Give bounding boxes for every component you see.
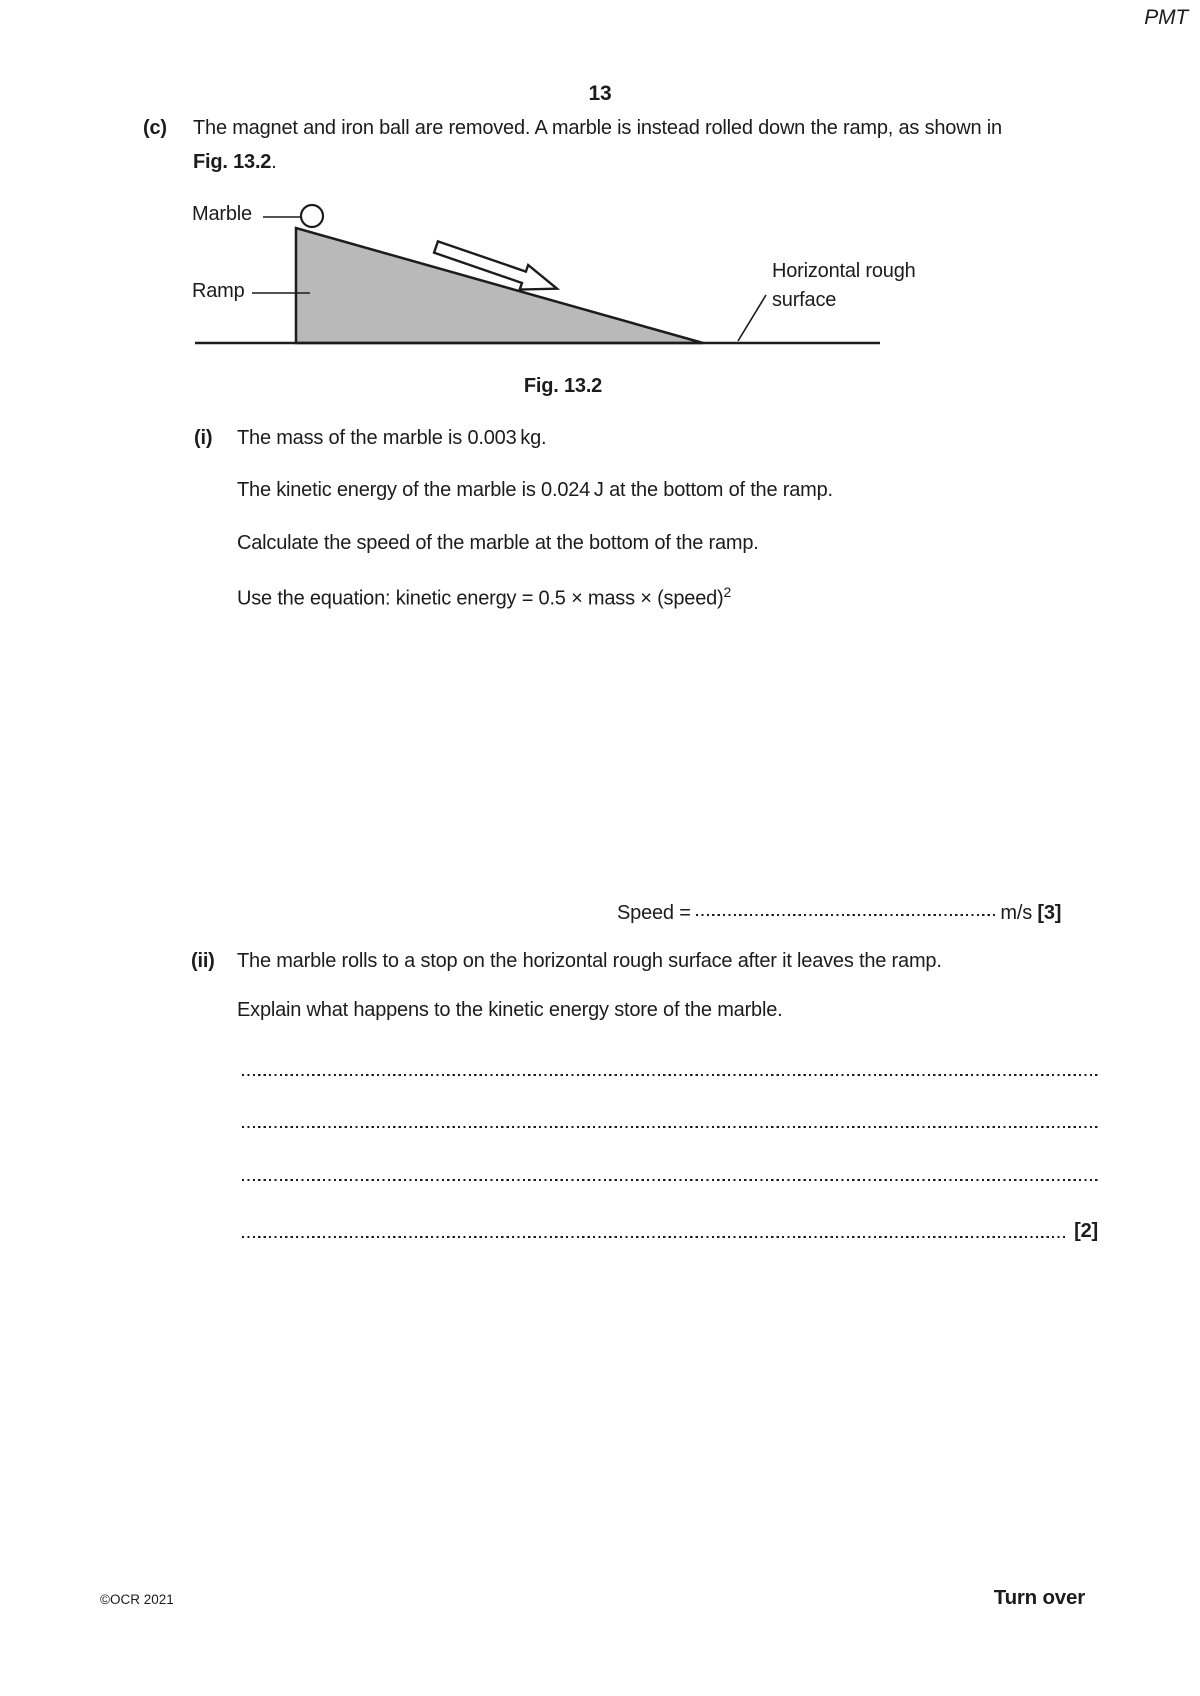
ramp-triangle: [296, 228, 703, 343]
equation-superscript: 2: [723, 584, 732, 600]
marble-circle: [301, 205, 323, 227]
part-i-label: (i): [194, 427, 213, 449]
speed-answer-unit: m/s: [995, 902, 1038, 924]
question-c-label: (c): [143, 117, 167, 139]
copyright-notice: ©OCR 2021: [100, 1592, 174, 1607]
page-number: 13: [588, 82, 612, 105]
answer-line: [242, 1236, 1067, 1238]
part-i-kinetic-energy-text: The kinetic energy of the marble is 0.024 J at the bottom of the ramp.: [237, 479, 833, 501]
answer-line: [242, 1126, 1098, 1128]
marble-label: Marble: [192, 203, 252, 225]
part-i-marks: [3]: [1037, 902, 1062, 924]
ramp-diagram: [0, 0, 1200, 430]
speed-answer-line: [617, 902, 1061, 925]
part-ii-explain-text: Explain what happens to the kinetic energy store of the marble.: [237, 999, 783, 1021]
surface-leader-line: [738, 295, 766, 341]
question-c-fig-reference: [193, 151, 277, 174]
part-ii-label: (ii): [191, 950, 215, 972]
turn-over-label: Turn over: [993, 1586, 1085, 1609]
figure-caption: Fig. 13.2: [523, 375, 603, 397]
pmt-watermark: PMT: [1144, 6, 1188, 29]
downslope-arrow-icon: [432, 235, 561, 301]
part-i-calculate-text: Calculate the speed of the marble at the bottom of the ramp.: [237, 532, 759, 554]
part-ii-marks: [2]: [1074, 1220, 1098, 1242]
question-c-text: The magnet and iron ball are removed. A marble is instead rolled down the ramp, as shown in: [193, 117, 1002, 139]
part-ii-stop-text: The marble rolls to a stop on the horizontal rough surface after it leaves the ramp.: [237, 950, 942, 972]
ramp-label: Ramp: [192, 280, 245, 302]
speed-answer-prefix: Speed =: [617, 902, 697, 924]
answer-line: [242, 1074, 1098, 1076]
fig-reference-period: .: [271, 151, 277, 173]
speed-answer-blank: [696, 914, 995, 916]
answer-line: [242, 1179, 1098, 1181]
answer-line-with-marks: [242, 1220, 1098, 1243]
surface-label-line2: surface: [772, 289, 837, 311]
surface-label: [772, 257, 916, 315]
equation-text: Use the equation: kinetic energy = 0.5 × mass × (speed): [237, 587, 724, 610]
part-i-equation: [237, 584, 731, 611]
surface-label-line1: Horizontal rough: [772, 260, 916, 282]
fig-reference-bold: Fig. 13.2: [193, 151, 272, 173]
part-i-mass-text: The mass of the marble is 0.003 kg.: [237, 427, 547, 449]
